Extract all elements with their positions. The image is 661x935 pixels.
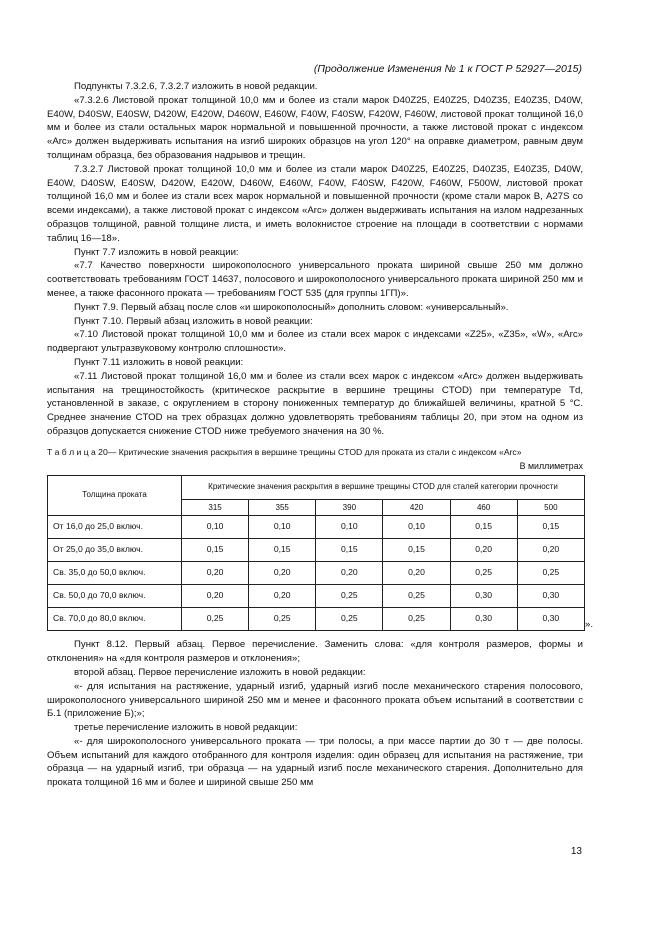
table-cell: 0,10 bbox=[182, 516, 249, 539]
table-cell: 0,20 bbox=[450, 539, 517, 562]
table-cell: 0,20 bbox=[249, 562, 316, 585]
table-row bbox=[48, 608, 585, 631]
paragraph: Пункт 7.10. Первый абзац изложить в новой реакции: bbox=[74, 315, 313, 327]
paragraph: Пункт 7.7 изложить в новой реакции: bbox=[74, 246, 239, 258]
table-cell: 0,25 bbox=[517, 562, 584, 585]
document-body bbox=[47, 80, 593, 790]
col-group-header: Критические значения раскрытия в вершине трещины СTOD для сталей категории прочности bbox=[182, 475, 585, 499]
table-cell: 0,15 bbox=[383, 539, 450, 562]
table-cell: 0,10 bbox=[316, 516, 383, 539]
col-header-category: 355 bbox=[249, 499, 316, 516]
table-cell: 0,20 bbox=[182, 562, 249, 585]
paragraph: 7.3.2.7 Листовой прокат толщиной 10,0 мм и более из стали марок D40Z25, E40Z25, D40Z35, E40Z35, D40W, E40W, D40SW, E40SW, D420W, E420W, D460W, E460W, F40W, F40SW, F420W, F460W, F500W, листовой прокат толщиной 16,0 мм и более из стали всех марок нормальной и повышенной прочности (кроме стали марок В, A27S со всеми индексами), а также листовой прокат с индексом «Arc» должен выдерживать испытания на излом надрезанных образцов толщиной, равной толщине листа, и иметь волокнистое строение на площади в соответствии с нормами таблиц 16—18». bbox=[47, 163, 583, 244]
table-cell: 0,15 bbox=[517, 516, 584, 539]
paragraph: «7.11 Листовой прокат толщиной 16,0 мм и более из стали всех марок с индексом «Arc» должен выдерживать испытания на трещиностойкость (критическое раскрытие в вершине трещины СTOD) при температуре Td, установленной в заказе, с округлением в сторону пониженных температур до ближайшей величины, кратной 5 °С. Среднее значение СTOD на трех образцах должно удовлетворять требованиям таблицы 20, при этом на одном из образцов допускается снижение СTOD ниже требуемого значения на 30 %. bbox=[47, 370, 583, 437]
table-cell: 0,15 bbox=[316, 539, 383, 562]
table-cell: 0,25 bbox=[450, 562, 517, 585]
row-thickness-label: От 16,0 до 25,0 включ. bbox=[48, 516, 182, 539]
table-wrapper bbox=[47, 475, 593, 632]
paragraph: «- для широкополосного универсального проката — три полосы, а при массе партии до 30 т — две полосы. Объем испытаний для каждого отобранного для контроля изделия: один образец для испытания на растяжение, три образца — на ударный изгиб, три образца — на ударный изгиб после механического старения. Дополнительно для проката толщиной 16 мм и более и шириной свыше 250 мм bbox=[47, 735, 583, 789]
table-cell: 0,30 bbox=[450, 585, 517, 608]
table-cell: 0,25 bbox=[316, 585, 383, 608]
row-thickness-label: Св. 35,0 до 50,0 включ. bbox=[48, 562, 182, 585]
table-row bbox=[48, 516, 585, 539]
row-thickness-label: Св. 50,0 до 70,0 включ. bbox=[48, 585, 182, 608]
table-cell: 0,25 bbox=[383, 585, 450, 608]
paragraph: «- для испытания на растяжение, ударный изгиб, ударный изгиб после механического старения полосового, широкополосного универсального шириной 250 мм и менее и фасонного проката объем испытаний в соответствии с Б.1 (приложение Б);»; bbox=[47, 680, 583, 720]
table-cell: 0,20 bbox=[383, 562, 450, 585]
table-cell: 0,15 bbox=[182, 539, 249, 562]
col-header-category: 460 bbox=[450, 499, 517, 516]
paragraph: «7.3.2.6 Листовой прокат толщиной 10,0 мм и более из стали марок D40Z25, E40Z25, D40Z35, E40Z35, D40W, E40W, D40SW, E40SW, D420W, E420W, D460W, E460W, F40W, F40SW, F420W, F460W, листовой прокат толщиной 16,0 мм и более из стали остальных марок нормальной и повышенной прочности, а также листовой прокат с индексом «Arc» должен выдерживать испытания на изгиб широких образцов на угол 120° на оправке диаметром, равным двум толщинам образца, без образования надрывов и трещин. bbox=[47, 94, 583, 161]
ctod-table bbox=[47, 475, 585, 632]
col-header-category: 390 bbox=[316, 499, 383, 516]
table-cell: 0,15 bbox=[450, 516, 517, 539]
col-header-category: 420 bbox=[383, 499, 450, 516]
paragraph: второй абзац. Первое перечисление изложить в новой редакции: bbox=[74, 666, 366, 678]
table-body bbox=[48, 516, 585, 631]
table-cell: 0,30 bbox=[517, 608, 584, 631]
table-row bbox=[48, 539, 585, 562]
paragraph: третье перечисление изложить в новой редакции: bbox=[74, 722, 298, 734]
closing-quote: ». bbox=[584, 618, 593, 630]
paragraph: «7.7 Качество поверхности широкополосного универсального проката шириной свыше 250 мм должно соответствовать требованиям ГОСТ 14637, полосового и широкополосного универсального проката шириной 250 мм и менее, а также фасонного проката — требованиям ГОСТ 535 (для группы 1ГП)». bbox=[47, 260, 583, 299]
table-cell: 0,10 bbox=[249, 516, 316, 539]
table-cell: 0,20 bbox=[249, 585, 316, 608]
paragraph: «7.10 Листовой прокат толщиной 10,0 мм и более из стали всех марок с индексами «Z25», «Z35», «W», «Arc» подвергают ультразвуковому контролю сплошности». bbox=[47, 329, 583, 355]
paragraph: Пункт 7.11 изложить в новой реакции: bbox=[74, 356, 244, 368]
paragraph: Подпункты 7.3.2.6, 7.3.2.7 изложить в новой редакции. bbox=[74, 81, 318, 92]
page-number: 13 bbox=[570, 846, 582, 857]
table-row bbox=[48, 585, 585, 608]
table-cell: 0,25 bbox=[249, 608, 316, 631]
table-cell: 0,10 bbox=[383, 516, 450, 539]
page-header: (Продолжение Изменения № 1 к ГОСТ Р 52927—2015) bbox=[313, 63, 582, 75]
top-paragraphs bbox=[47, 80, 583, 439]
table-units: В миллиметрах bbox=[519, 460, 583, 471]
col-header-category: 315 bbox=[182, 499, 249, 516]
table-row bbox=[48, 562, 585, 585]
table-cell: 0,20 bbox=[182, 585, 249, 608]
table-cell: 0,25 bbox=[316, 608, 383, 631]
table-cell: 0,20 bbox=[316, 562, 383, 585]
table-cell: 0,25 bbox=[383, 608, 450, 631]
table-cell: 0,25 bbox=[182, 608, 249, 631]
row-thickness-label: Св. 70,0 до 80,0 включ. bbox=[48, 608, 182, 631]
table-cell: 0,30 bbox=[517, 585, 584, 608]
col-header-category: 500 bbox=[517, 499, 584, 516]
bottom-paragraphs bbox=[47, 638, 583, 790]
paragraph: Пункт 7.9. Первый абзац после слов «и широкополосный» дополнить словом: «универсальный». bbox=[74, 301, 509, 313]
table-cell: 0,20 bbox=[517, 539, 584, 562]
col-header-thickness: Толщина проката bbox=[48, 475, 182, 516]
row-thickness-label: От 25,0 до 35,0 включ. bbox=[48, 539, 182, 562]
table-cell: 0,30 bbox=[450, 608, 517, 631]
table-cell: 0,15 bbox=[249, 539, 316, 562]
table-caption: Т а б л и ц а 20— Критические значения раскрытия в вершине трещины СTOD для проката из стали с индексом «Arc» bbox=[47, 446, 522, 457]
paragraph: Пункт 8.12. Первый абзац. Первое перечисление. Заменить слова: «для контроля размеров, формы и отклонения» на «для контроля размеров и отклонения»; bbox=[47, 639, 583, 665]
